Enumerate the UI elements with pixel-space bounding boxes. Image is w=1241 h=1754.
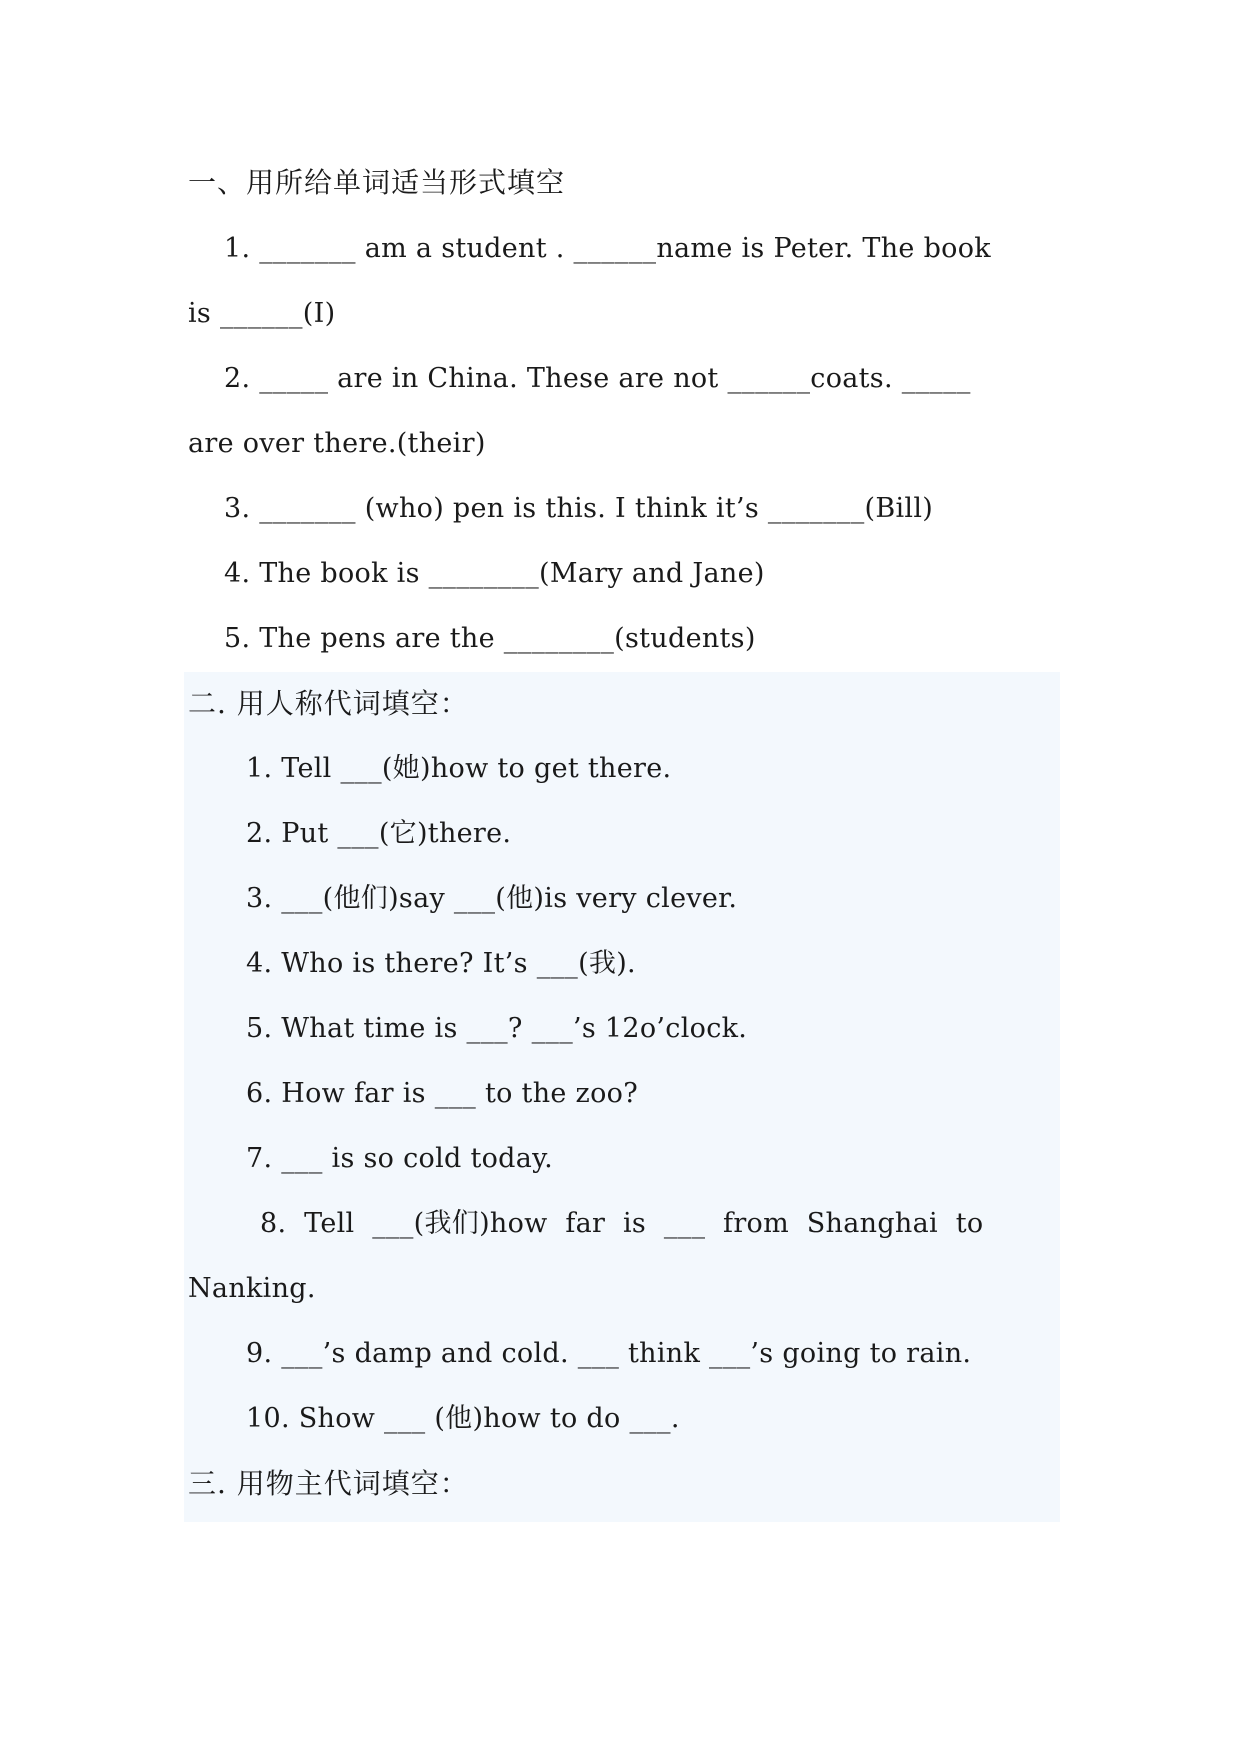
section2-item-3: 3. ___(他们)say ___(他)is very clever.	[246, 883, 738, 914]
section1-heading: 一、用所给单词适当形式填空	[188, 166, 566, 199]
section2-item-4: 4. Who is there? It’s ___(我).	[246, 948, 636, 979]
section2-item-5: 5. What time is ___? ___’s 12o’clock.	[246, 1013, 748, 1044]
section2-item-6: 6. How far is ___ to the zoo?	[246, 1078, 638, 1109]
section3-heading: 三. 用物主代词填空：	[188, 1467, 469, 1500]
section1-item-5: 5. The pens are the ________(students)	[224, 623, 756, 654]
section1-item-2: 2. _____ are in China. These are not ______coats. _____	[224, 363, 971, 394]
section1-item-4: 4. The book is ________(Mary and Jane)	[224, 558, 765, 589]
section2-item-7: 7. ___ is so cold today.	[246, 1143, 554, 1174]
section2-item-8-cont: Nanking.	[188, 1273, 316, 1304]
section2-item-10: 10. Show ___ (他)how to do ___.	[246, 1403, 680, 1434]
section2-item-1: 1. Tell ___(她)how to get there.	[246, 753, 672, 784]
section2-item-9: 9. ___’s damp and cold. ___ think ___’s going to rain.	[246, 1338, 972, 1369]
section1-item-2-cont: are over there.(their)	[188, 428, 486, 459]
section1-item-3: 3. _______ (who) pen is this. I think it’s _______(Bill)	[224, 493, 934, 524]
section2-item-2: 2. Put ___(它)there.	[246, 818, 512, 849]
section1-item-1-cont: is ______(I)	[188, 298, 336, 329]
section2-item-8: 8. Tell ___(我们)how far is ___ from Shanghai to	[260, 1208, 984, 1239]
section1-item-1: 1. _______ am a student . ______name is Peter. The book	[224, 233, 991, 264]
section2-heading: 二. 用人称代词填空：	[188, 687, 469, 720]
